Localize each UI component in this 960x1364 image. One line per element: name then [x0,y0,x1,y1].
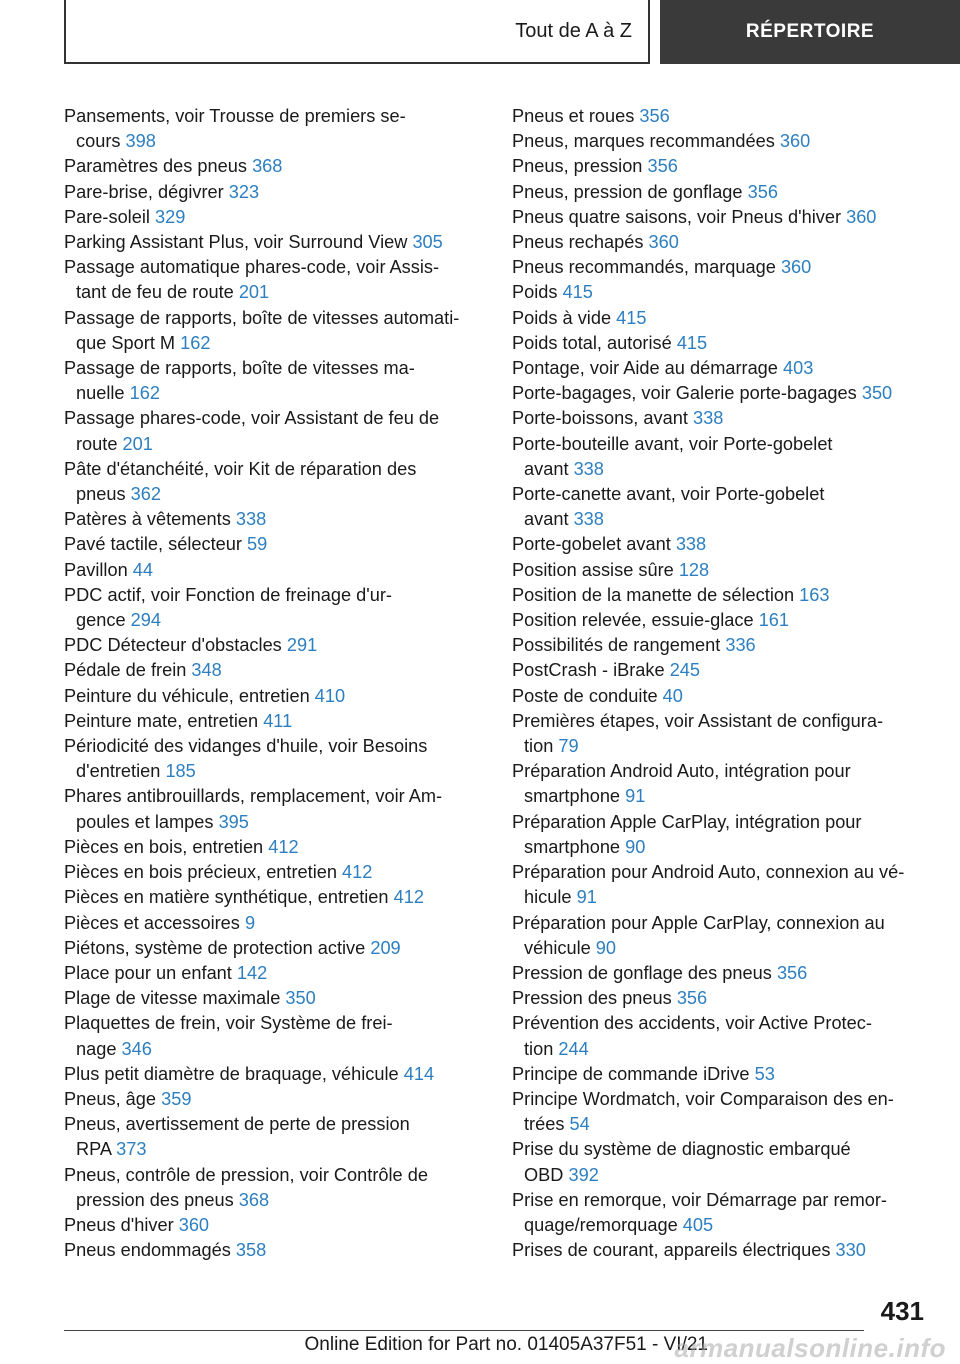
index-entry [64,104,494,154]
index-entry-text: PDC actif, voir Fonction de freinage d'ur- [64,584,392,605]
index-entry [512,1137,932,1187]
index-entry-text: quage/remorquage [524,1214,678,1235]
index-entry-text: Pression des pneus [512,988,672,1009]
index-entry [64,406,494,456]
index-entry [512,810,932,860]
page-link[interactable]: 323 [228,181,260,202]
index-entry [64,558,494,583]
page-link[interactable]: 346 [121,1038,152,1059]
footer-edition-text: Online Edition for Part no. 01405A37F51 - VI/21 [304,1334,708,1355]
index-column-right [512,104,932,1263]
index-entry-text: Pansements, voir Trousse de premiers se- [64,106,406,126]
index-entry [512,759,932,809]
index-entry [512,684,932,709]
index-entry-text: tion [524,736,554,757]
index-entry-text: Position de la manette de sélection [512,584,795,605]
index-entry [512,356,932,381]
index-entry [512,406,932,431]
index-entry-text: poules et lampes [76,811,214,832]
page-link[interactable]: 411 [263,710,293,731]
index-entry-text: Pneus recommandés, marquage [512,257,776,278]
index-entry-text: Peinture mate, entretien [64,710,259,731]
index-entry [64,356,494,406]
index-entry-text: Position assise sûre [512,559,674,580]
page-number: 431 [880,1296,924,1326]
index-entry [512,104,932,129]
index-entry [64,1011,494,1061]
index-entry-text: tant de feu de route [76,282,234,303]
index-entry-text: Pneus, âge [64,1088,157,1109]
index-entry [512,1238,932,1263]
index-entry [512,961,932,986]
page-link[interactable]: 392 [568,1164,599,1185]
index-entry [64,1087,494,1112]
index-entry-text: Préparation pour Apple CarPlay, connexion au [512,912,885,933]
page-link[interactable]: 330 [835,1240,866,1261]
page-link[interactable]: 53 [754,1063,775,1084]
index-entry [512,205,932,230]
index-entry-text: Porte-canette avant, voir Porte-gobelet [512,484,825,505]
index-entry [64,1062,494,1087]
index-entry-text: que Sport M [76,332,176,353]
index-entry [64,684,494,709]
index-entry [64,961,494,986]
index-entry-text: Pneus rechapés [512,232,644,253]
index-entry-text: pneus [76,484,126,505]
index-entry-text: PDC Détecteur d'obstacles [64,635,282,656]
index-entry [64,936,494,961]
index-entry-text: Pneus endommagés [64,1240,231,1261]
index-entry [512,1011,932,1061]
index-entry-text: Pneus, marques recommandées [512,131,775,152]
index-entry-text: Pare-soleil [64,206,150,227]
index-entry-text: Préparation Apple CarPlay, intégration pour [512,811,862,832]
index-entry-text: Plus petit diamètre de braquage, véhicule [64,1063,399,1084]
index-entry [512,1188,932,1238]
page-link[interactable]: 358 [235,1240,267,1261]
page-link[interactable]: 338 [573,458,604,479]
page-link[interactable]: 209 [370,937,401,958]
page-link[interactable]: 162 [129,383,160,404]
page-link[interactable]: 360 [648,232,679,253]
index-entry-text: Pneus, pression de gonflage [512,181,743,202]
section-title: Tout de A à Z [515,19,632,42]
page-link[interactable]: 415 [616,307,647,328]
page-link[interactable]: 373 [116,1139,147,1160]
page-link[interactable]: 91 [576,887,597,908]
section-tab-label: RÉPERTOIRE [745,21,875,42]
index-entry [512,129,932,154]
index-entry [512,558,932,583]
index-entry [512,180,932,205]
index-entry [512,709,932,759]
index-entry [64,1213,494,1238]
page-link[interactable]: 360 [846,206,877,227]
index-entry [512,255,932,280]
index-entry [512,658,932,683]
page-link[interactable]: 54 [569,1114,590,1135]
index-entry-text: Prévention des accidents, voir Active Protec- [512,1013,872,1034]
index-entry-text: Passage automatique phares-code, voir Assis- [64,257,440,278]
index-entry-text: Préparation Android Auto, intégration pour [512,761,851,782]
index-entry-text: Pontage, voir Aide au démarrage [512,358,778,379]
index-entry-text: trées [524,1114,565,1135]
page-link[interactable]: 163 [799,584,830,605]
index-entry-text: Pare-brise, dégivrer [64,181,224,202]
footer-rule [64,1330,864,1331]
index-entry [64,658,494,683]
index-entry-text: Phares antibrouillards, remplacement, voir Am- [64,786,443,807]
index-entry-text: Plage de vitesse maximale [64,988,281,1009]
index-entry [64,784,494,834]
index-entry [64,306,494,356]
index-entry-text: d'entretien [76,761,161,782]
index-entry [512,986,932,1011]
page-link[interactable]: 398 [125,131,156,152]
page-link[interactable]: 162 [180,332,211,353]
page-link[interactable]: 415 [562,282,593,303]
index-entry [512,306,932,331]
index-entry [64,532,494,557]
index-entry-text: Place pour un enfant [64,962,232,983]
page-link[interactable]: 79 [558,736,579,757]
index-entry [64,709,494,734]
page-link[interactable]: 350 [285,988,316,1009]
index-entry-text: cours [76,131,121,152]
index-entry-text: Porte-gobelet avant [512,534,671,555]
index-entry-text: Porte-bouteille avant, voir Porte-gobelet [512,433,833,454]
index-entry-text: Préparation pour Android Auto, connexion au vé- [512,862,905,883]
section-header [64,0,650,64]
page-link[interactable]: 244 [558,1038,589,1059]
watermark: armanualsonline.info [674,1333,946,1363]
index-entry-text: Pneus et roues [512,106,635,126]
index-entry-text: Possibilités de rangement [512,635,721,656]
index-entry-text: Pièces en bois précieux, entretien [64,862,337,883]
page-link[interactable]: 412 [268,836,299,857]
index-entry-text: smartphone [524,836,621,857]
index-entry-text: Prise en remorque, voir Démarrage par remor- [512,1189,887,1210]
page-link[interactable]: 348 [191,660,222,681]
index-entry-text: Porte-bagages, voir Galerie porte-bagages [512,383,857,404]
index-entry-text: Prises de courant, appareils électriques [512,1240,831,1261]
index-entry-text: Pression de gonflage des pneus [512,962,772,983]
page-link[interactable]: 395 [218,811,249,832]
index-column-left [64,104,494,1263]
index-entry [512,583,932,608]
index-entry-text: PostCrash - iBrake [512,660,665,681]
index-entry [64,1238,494,1263]
page-link[interactable]: 412 [393,887,424,908]
index-entry-text: Pédale de frein [64,660,187,681]
index-entry-text: Paramètres des pneus [64,156,247,177]
page-link[interactable]: 356 [639,106,670,126]
index-entry-text: Poids total, autorisé [512,332,672,353]
index-entry-text: OBD [524,1164,564,1185]
section-tab[interactable] [660,0,960,64]
page-link[interactable]: 360 [780,257,812,278]
index-entry-text: Pièces en bois, entretien [64,836,264,857]
index-entry-text: avant [524,458,569,479]
page-link[interactable]: 90 [625,836,646,857]
index-entry-text: Patères à vêtements [64,509,231,530]
page-link[interactable]: 338 [675,534,707,555]
index-entry-text: Porte-boissons, avant [512,408,688,429]
page-link[interactable]: 415 [676,332,708,353]
index-entry [64,180,494,205]
page-link[interactable]: 405 [682,1214,714,1235]
index-entry-text: Pavillon [64,559,128,580]
page-link[interactable]: 360 [779,131,811,152]
index-entry-text: Poids à vide [512,307,612,328]
page-link[interactable]: 40 [662,685,683,706]
page-link[interactable]: 356 [776,962,808,983]
index-entry-text: Pâte d'étanchéité, voir Kit de réparation des [64,458,417,479]
page-link[interactable]: 412 [342,862,373,883]
page-link[interactable]: 59 [247,534,268,555]
index-entry-text: véhicule [524,937,591,958]
page-link[interactable]: 90 [595,937,617,958]
page-link[interactable]: 356 [676,988,708,1009]
index-entry [64,457,494,507]
page-link[interactable]: 336 [725,635,756,656]
index-entry-text: Piétons, système de protection active [64,937,366,958]
index-entry [64,255,494,305]
index-entry [512,331,932,356]
index-entry-text: Pneus, contrôle de pression, voir Contrôle de [64,1164,428,1185]
index-entry-text: tion [524,1038,554,1059]
index-entry-text: nage [76,1038,117,1059]
index-entry [512,381,932,406]
index-entry-text: Pièces en matière synthétique, entretien [64,887,389,908]
index-entry [512,1087,932,1137]
index-entry-text: Position relevée, essuie-glace [512,610,754,631]
page-link[interactable]: 338 [573,509,604,530]
index-entry [512,482,932,532]
index-entry [64,911,494,936]
index-entry [512,280,932,305]
index-entry [512,1062,932,1087]
page-link[interactable]: 142 [236,962,268,983]
index-entry [64,205,494,230]
index-entry [64,1112,494,1162]
index-entry-text: Passage phares-code, voir Assistant de feu de [64,408,440,429]
page-link[interactable]: 350 [861,383,893,404]
index-entry-text: Pneus, avertissement de perte de pression [64,1114,410,1135]
page-link[interactable]: 44 [132,559,153,580]
index-entry-text: Passage de rapports, boîte de vitesses automati- [64,307,460,328]
page-link[interactable]: 362 [130,484,161,505]
page-link[interactable]: 294 [130,610,161,631]
page-link[interactable]: 368 [252,156,283,177]
index-entry [64,986,494,1011]
index-entry-text: Pneus d'hiver [64,1214,174,1235]
index-entry [64,230,494,255]
index-entry-text: Pneus, pression [512,156,643,177]
index-entry-text: Pavé tactile, sélecteur [64,534,242,555]
page-link[interactable]: 338 [235,509,267,530]
page-link[interactable]: 410 [314,685,346,706]
index-entry-text: Principe Wordmatch, voir Comparaison des en- [512,1088,894,1109]
page-link[interactable]: 359 [161,1088,192,1109]
index-entry [512,532,932,557]
page-link[interactable]: 291 [286,635,318,656]
index-entry-text: Principe de commande iDrive [512,1063,750,1084]
page-link[interactable]: 245 [669,660,701,681]
index-entry [64,583,494,633]
index-entry-text: route [76,433,118,454]
index-entry-text: avant [524,509,569,530]
index-entry-text: nuelle [76,383,125,404]
index-entry-text: Peinture du véhicule, entretien [64,685,310,706]
index-entry-text: Pneus quatre saisons, voir Pneus d'hiver [512,206,842,227]
index-entry [64,860,494,885]
index-entry [512,911,932,961]
page-link[interactable]: 91 [625,786,646,807]
page-link[interactable]: 329 [154,206,186,227]
index-entry-text: Plaquettes de frein, voir Système de frei- [64,1013,393,1034]
index-entry-text: Prise du système de diagnostic embarqué [512,1139,851,1160]
index-entry-text: Premières étapes, voir Assistant de configura- [512,710,883,731]
index-entry [64,507,494,532]
index-entry [512,633,932,658]
page-link[interactable]: 368 [238,1189,270,1210]
index-entry [512,860,932,910]
index-entry [512,432,932,482]
page-link[interactable]: 403 [782,358,814,379]
page-link[interactable]: 201 [122,433,153,454]
index-entry-text: Parking Assistant Plus, voir Surround View [64,232,408,253]
index-entry-text: hicule [524,887,572,908]
index-entry-text: Poids [512,282,558,303]
index-entry [512,230,932,255]
index-entry-text: Poste de conduite [512,685,658,706]
page-link[interactable]: 128 [678,559,710,580]
page-link[interactable]: 161 [758,610,790,631]
page-link[interactable]: 414 [403,1063,435,1084]
page-link[interactable]: 201 [238,282,270,303]
index-entry [64,885,494,910]
index-entry-text: gence [76,610,126,631]
page-link[interactable]: 356 [747,181,778,202]
index-entry-text: Passage de rapports, boîte de vitesses ma- [64,358,415,379]
index-entry-text: smartphone [524,786,621,807]
index-entry [64,1163,494,1213]
page-link[interactable]: 305 [412,232,443,253]
index-entry [64,154,494,179]
page-link[interactable]: 338 [692,408,724,429]
index-entry-text: RPA [76,1139,112,1160]
index-entry [512,608,932,633]
index-entry-text: Périodicité des vidanges d'huile, voir Besoins [64,736,428,757]
index-entry-text: pression des pneus [76,1189,234,1210]
index-entry [64,734,494,784]
page-link[interactable]: 356 [647,156,678,177]
page-link[interactable]: 9 [244,912,256,933]
page-link[interactable]: 360 [178,1214,210,1235]
index-entry [64,633,494,658]
index-entry [64,835,494,860]
page-link[interactable]: 185 [165,761,196,782]
index-entry [512,154,932,179]
index-entry-text: Pièces et accessoires [64,912,240,933]
